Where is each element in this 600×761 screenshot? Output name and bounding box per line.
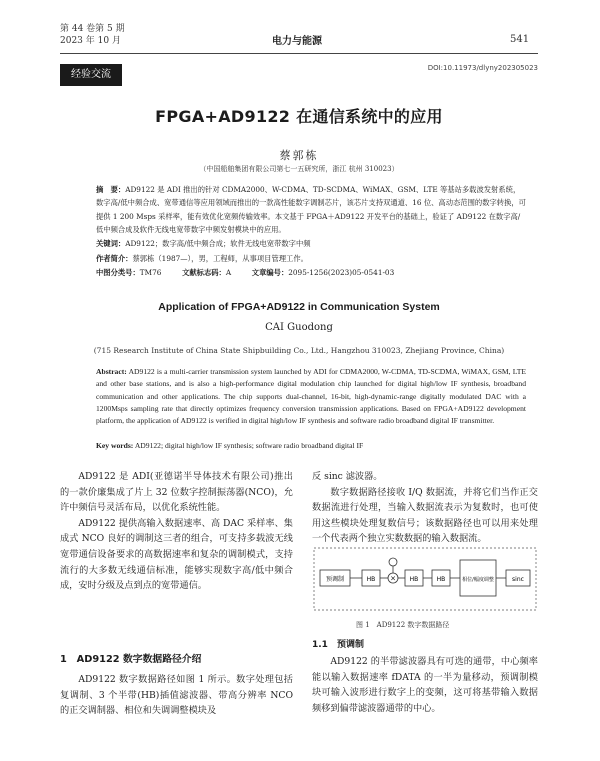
publication-date: 2023 年 10 月	[60, 36, 121, 46]
article-no-value: 2095-1256(2023)05-0541-03	[288, 268, 395, 277]
author-cn: 蔡郭栋	[279, 149, 319, 162]
author-bio	[96, 252, 526, 265]
figure-1-diagram	[310, 538, 540, 618]
body-left-intro	[60, 469, 293, 594]
section-1-heading: 1 AD9122 数字数据路径介绍	[60, 654, 202, 665]
body-left-p1: AD9122 是 ADI(亚德诺半导体技术有限公司)推出的一款价廉集成了片上 32 位数字控制振荡器(NCO)，允许中频信号灵活布局，以优化系统性能。	[60, 471, 293, 514]
body-left-section1	[60, 672, 293, 719]
keywords-en	[96, 441, 526, 450]
block-phase-label: 相位/幅度调整	[462, 577, 494, 583]
article-no-label: 文章编号：	[251, 268, 289, 277]
paper-title-cn: FPGA+AD9122 在通信系统中的应用	[155, 107, 443, 126]
volume-issue: 第 44 卷第 5 期	[60, 24, 125, 34]
body-left-p2: AD9122 提供高输入数据速率、高 DAC 采样率、集成式 NCO 良好的调制这三者的组合，可支持多载波无线宽带通信设备要求的高数据速率和复杂的调制模式，支持流行的大多数无线通信标准，能够实现数字高/低中频合成，安时分级及点到点的宽带通信。	[60, 517, 293, 592]
page-number: 541	[510, 34, 530, 45]
mixer-1-symbol: ×	[390, 574, 396, 583]
doc-code-value: A	[225, 268, 232, 277]
block-sinc-label: sinc	[512, 576, 524, 583]
doi[interactable]: DOI:10.11973/dlyny202305023	[427, 64, 538, 72]
header-rule	[60, 53, 538, 54]
abstract-en	[96, 366, 526, 427]
paper-title-en: Application of FPGA+AD9122 in Communication System	[158, 301, 440, 313]
section-1-1-heading: 1.1 预调制	[312, 640, 364, 650]
abstract-cn-text: AD9122 是 ADI 推出的针对 CDMA2000、W-CDMA、TD-SCDMA、WiMAX、GSM、LTE 等基站多载波发射系统，数字高/低中频合成、宽带通信等应用领域而推出的一款高性能数字调制芯片，该芯片支持双通道、16 位、高动态范围的数字转换，可提供 1 200 Msps 采样率，能有效优化宽频传输效率。本文基于 FPGA＋AD9122 开发平台的基础上，验证了 AD9122 在数字高/低中频合成及软件无线电宽带数字中频发射模块中的应用。	[96, 185, 526, 235]
affiliation-en: (715 Research Institute of China State Shipbuilding Co., Ltd., Hangzhou 310023, Zhejiang Province, China)	[93, 346, 505, 355]
keywords-cn-label: 关键词：	[96, 239, 126, 248]
keywords-en-label: Key words:	[96, 441, 134, 450]
block-hb1-label: HB	[366, 576, 376, 583]
body-right-p3: AD9122 的半带滤波器具有可选的通带，中心频率能以输入数据速率 fDATA 的一半为量移动，预调制模块可输入波形进行数字上的变频，这可将基带输入数据频移到偏带滤波器通带的中心。	[312, 656, 538, 714]
figure-1-caption: 图 1 AD9122 数字数据路径	[356, 621, 450, 629]
body-right-p1-cont: 反 sinc 滤波器。	[312, 471, 383, 482]
nco-1-icon	[389, 558, 397, 566]
abstract-cn	[96, 183, 526, 237]
author-bio-text: 蔡郭栋（1987—），男，工程师，从事项目管理工作。	[132, 254, 308, 263]
author-bio-label: 作者简介：	[96, 254, 133, 263]
classification-line	[96, 266, 526, 279]
clc-value: TM76	[139, 268, 162, 277]
keywords-cn	[96, 237, 526, 250]
keywords-en-text: AD9122; digital high/low IF synthesis; software radio broadband digital IF	[134, 441, 364, 450]
body-left-p3: AD9122 数字数据路径如图 1 所示。数字处理包括复调制、3 个半带(HB)插值滤波器、带高分辨率 NCO 的正交调制器、相位和失调调整模块及	[60, 674, 293, 717]
author-en: CAI Guodong	[265, 322, 333, 333]
block-premod-label: 预调制	[325, 576, 345, 583]
block-hb3-label: HB	[436, 576, 446, 583]
keywords-cn-text: AD9122；数字高/低中频合成；软件无线电宽带数字中频	[125, 239, 311, 248]
section-tag: 经验交流	[60, 64, 122, 86]
body-right-p2: 数字数据路径接收 I/Q 数据流，并将它们当作正交数据流进行处理，当输入数据流表示为复数时，也可使用这些模块处理复数信号；该数据路径也可以用来处理一个代表两个独立实数数据的输入数据流。	[312, 486, 538, 545]
body-right-section11	[312, 654, 538, 716]
journal-name: 电力与能源	[272, 36, 322, 47]
abstract-en-text: AD9122 is a multi-carrier transmission system launched by ADI for CDMA2000, W-CDMA, TD-SCDMA, WiMAX, GSM, LTE and other base stations, and is also a high-performance digital modulation chip launched for digital high/low IF synthesis, broadband communication and other applications. The chip supports dual-channel, 16-bit, high-dynamic-range digitally modulated DAC with a 1200Msps sampling rate that directly optimizes frequency conversion transmission applications. Based on FPGA+AD9122 development platform, the application of AD9122 is verified in digital high/low IF synthesis and software radio broadband digital IF transmitter.	[96, 367, 526, 426]
block-hb2-label: HB	[409, 576, 419, 583]
doc-code-label: 文献标志码：	[182, 268, 226, 277]
clc-label: 中图分类号：	[96, 268, 140, 277]
abstract-cn-label: 摘 要：	[96, 185, 126, 194]
affiliation-cn: （中国船舶集团有限公司第七一五研究所，浙江 杭州 310023）	[199, 165, 399, 173]
body-right-text	[312, 469, 538, 547]
abstract-en-label: Abstract:	[96, 367, 127, 376]
